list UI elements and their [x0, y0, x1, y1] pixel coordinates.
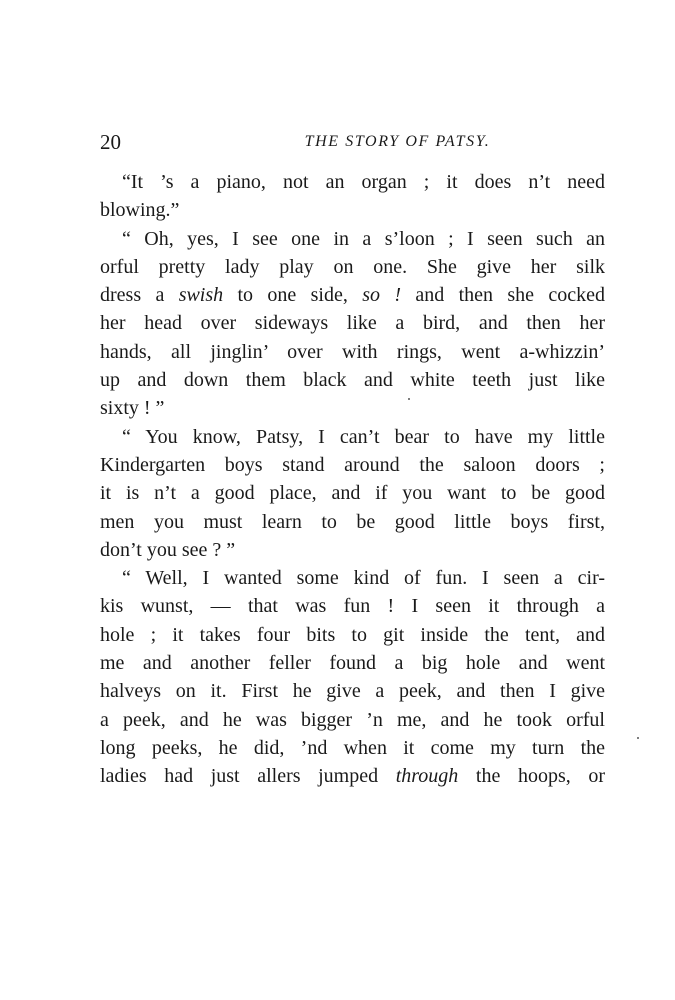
- text-line: [100, 479, 605, 507]
- italic-text: swish: [178, 284, 224, 307]
- italic-text: through: [395, 765, 459, 788]
- text-line: [100, 423, 605, 451]
- text-line: [100, 366, 605, 394]
- text-line: [100, 762, 605, 790]
- running-head: [100, 128, 605, 156]
- text-segment: to one side,: [223, 284, 363, 307]
- text-line: [100, 508, 605, 536]
- text-segment: me and another feller found a big hole and went: [100, 652, 605, 675]
- text-segment: dress a: [100, 284, 179, 307]
- text-segment: blowing.”: [100, 199, 180, 222]
- text-line: [100, 706, 605, 734]
- text-segment: up and down them black and white teeth just like: [100, 369, 605, 392]
- text-segment: “It ’s a piano, not an organ ; it does n’t need: [122, 171, 605, 193]
- text-segment: orful pretty lady play on one. She give her silk: [100, 255, 605, 278]
- text-line: [100, 394, 605, 422]
- text-segment: the hoops, or: [458, 765, 605, 788]
- text-line: [100, 309, 605, 337]
- text-segment: hands, all jinglin’ over with rings, went a-whizzin’: [100, 340, 605, 363]
- text-segment: men you must learn to be good little boys first,: [100, 510, 605, 533]
- text-line: [100, 564, 605, 592]
- text-line: [100, 536, 605, 564]
- text-segment: her head over sideways like a bird, and then her: [100, 312, 605, 335]
- text-segment: it is n’t a good place, and if you want to be good: [100, 482, 605, 505]
- text-line: [100, 592, 605, 620]
- text-segment: “ Well, I wanted some kind of fun. I seen a cir-: [122, 567, 605, 590]
- text-segment: a peek, and he was bigger ’n me, and he took orful: [100, 708, 605, 731]
- text-line: [100, 734, 605, 762]
- text-line: [100, 621, 605, 649]
- text-segment: Kindergarten boys stand around the saloon doors ;: [100, 453, 605, 476]
- text-segment: long peeks, he did, ’nd when it come my turn the: [100, 736, 605, 759]
- text-line: [100, 677, 605, 705]
- text-line: [100, 649, 605, 677]
- text-line: [100, 196, 605, 224]
- text-segment: and then she cocked: [401, 284, 605, 307]
- text-line: [100, 168, 605, 196]
- text-line: [100, 225, 605, 253]
- paper-speck: [637, 737, 639, 739]
- page-number: 20: [100, 130, 121, 154]
- text-line: [100, 281, 605, 309]
- text-segment: halveys on it. First he give a peek, and then I give: [100, 680, 605, 703]
- text-segment: ladies had just allers jumped: [100, 765, 396, 788]
- text-segment: don’t you see ? ”: [100, 538, 236, 561]
- paper-speck: [408, 398, 410, 400]
- text-segment: hole ; it takes four bits to git inside the tent, and: [100, 623, 605, 646]
- text-segment: kis wunst, — that was fun ! I seen it through a: [100, 595, 605, 618]
- running-title: THE STORY OF PATSY.: [304, 133, 491, 150]
- text-line: [100, 451, 605, 479]
- text-segment: sixty ! ”: [100, 397, 165, 420]
- body-text: [100, 168, 605, 791]
- text-line: [100, 338, 605, 366]
- italic-text: so !: [362, 284, 401, 307]
- text-line: [100, 253, 605, 281]
- text-segment: “ You know, Patsy, I can’t bear to have my little: [122, 425, 605, 448]
- text-segment: “ Oh, yes, I see one in a s’loon ; I seen such an: [122, 227, 605, 250]
